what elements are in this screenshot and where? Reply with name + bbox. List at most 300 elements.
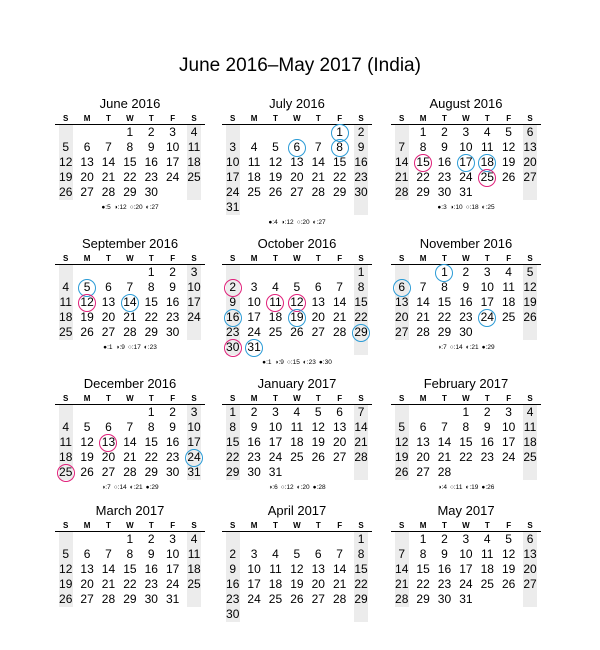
moon-phase-day: :17 [131, 344, 141, 351]
weekday-label: T [442, 521, 447, 530]
day-cell: 4 [62, 280, 70, 294]
day-cell: 1 [419, 125, 427, 139]
day-cell: 10 [187, 280, 201, 294]
day-cell: 25 [290, 450, 304, 464]
day-cell: 13 [311, 562, 325, 576]
day-cell: 24 [226, 185, 240, 199]
last-quarter-icon: ◐ [465, 344, 470, 351]
day-cell: 21 [123, 310, 137, 324]
day-cell: 22 [354, 310, 368, 324]
moon-phases [55, 484, 205, 491]
day-cell: 8 [126, 547, 134, 561]
weekday-label: S [230, 114, 236, 123]
day-cell: 29 [144, 325, 158, 339]
weekday-label: T [442, 114, 447, 123]
blue-circle-marker [478, 309, 496, 327]
day-cell: 15 [416, 562, 430, 576]
day-cell: 1 [126, 532, 134, 546]
day-cell: 25 [268, 592, 283, 606]
day-cell: 10 [459, 547, 473, 561]
day-cell: 26 [290, 592, 304, 606]
day-cell: 15 [123, 562, 137, 576]
day-cell: 31 [165, 592, 180, 606]
day-cell: 22 [144, 310, 158, 324]
day-cell: 2 [483, 405, 491, 419]
moon-phase-day: :18 [469, 204, 479, 211]
blue-circle-marker [224, 309, 242, 327]
day-cell: 23 [226, 325, 240, 339]
day-cell: 11 [269, 562, 282, 576]
moon-phase-item [481, 484, 494, 491]
weekday-label: W [462, 114, 470, 123]
day-cell: 7 [105, 140, 112, 154]
blue-circle-marker [331, 139, 349, 157]
moon-phase-item [297, 219, 310, 226]
first-quarter-icon: ◑ [268, 484, 273, 491]
weekday-label: F [506, 254, 512, 263]
moon-phase-day: :12 [284, 484, 294, 491]
day-cell: 17 [247, 310, 261, 324]
weekday-label: W [126, 114, 134, 123]
day-grid [55, 265, 205, 342]
day-cell: 8 [147, 280, 155, 294]
day-cell: 18 [247, 170, 261, 184]
moon-phases [222, 484, 372, 491]
empty-cell [243, 265, 264, 280]
day-cell: 4 [62, 420, 70, 434]
moon-phase-item [482, 344, 495, 351]
day-cell: 28 [332, 325, 347, 339]
day-cell: 14 [101, 562, 116, 576]
day-cell: 13 [332, 420, 347, 434]
empty-cell [308, 125, 329, 140]
day-cell: 12 [76, 295, 97, 310]
day-cell: 7 [398, 140, 406, 154]
day-cell: 8 [419, 547, 427, 561]
empty-cell [98, 532, 119, 547]
day-cell: 4 [505, 265, 512, 279]
weekday-header [391, 393, 541, 405]
day-cell: 21 [395, 577, 409, 591]
month-block [391, 95, 541, 211]
moon-phase-day: :30 [322, 359, 332, 366]
day-cell: 9 [229, 562, 237, 576]
weekday-label: T [315, 254, 321, 263]
new-moon-icon: ● [481, 484, 486, 491]
empty-cell [329, 265, 350, 280]
last-quarter-icon: ◐ [312, 219, 317, 226]
day-cell: 5 [62, 547, 70, 561]
day-cell: 3 [190, 265, 198, 279]
weekday-header [391, 520, 541, 532]
empty-cell [222, 125, 243, 140]
month-title: August 2016 [429, 96, 503, 111]
day-cell: 3 [229, 140, 237, 154]
day-cell: 14 [416, 295, 430, 309]
day-cell: 5 [314, 405, 322, 419]
empty-cell [76, 532, 97, 547]
day-cell: 15 [123, 155, 137, 169]
weekday-label: T [273, 114, 278, 123]
day-cell: 29 [437, 325, 452, 339]
day-cell: 20 [311, 577, 325, 591]
moon-phase-item [268, 219, 277, 226]
day-cell: 15 [437, 295, 452, 309]
weekday-label: S [358, 114, 364, 123]
day-cell: 7 [336, 280, 343, 294]
day-cell: 11 [481, 140, 494, 154]
day-cell: 21 [123, 450, 137, 464]
weekday-label: T [273, 521, 278, 530]
weekday-label: W [126, 254, 134, 263]
month-title: October 2016 [257, 236, 337, 251]
day-cell: 29 [350, 325, 371, 340]
day-cell: 31 [187, 465, 201, 479]
day-cell: 19 [268, 170, 283, 184]
day-cell: 7 [357, 405, 365, 419]
day-cell: 22 [416, 577, 430, 591]
moon-phase-day: :9 [119, 344, 125, 351]
empty-cell [243, 125, 264, 140]
day-cell: 11 [481, 547, 494, 561]
day-cell: 25 [501, 310, 516, 324]
moon-phase-item [450, 344, 463, 351]
day-cell: 13 [523, 140, 537, 154]
moon-phases [391, 204, 541, 211]
day-cell: 13 [416, 435, 430, 449]
day-cell: 9 [462, 280, 470, 294]
weekday-header [391, 253, 541, 265]
day-cell: 18 [59, 450, 73, 464]
day-cell: 14 [332, 295, 347, 309]
month-title: January 2017 [257, 376, 337, 391]
day-cell: 7 [398, 547, 406, 561]
full-moon-icon: ○ [113, 484, 118, 491]
day-cell: 27 [80, 185, 94, 199]
day-cell: 25 [480, 577, 494, 591]
weekday-header [222, 253, 372, 265]
weekday-label: M [419, 114, 427, 123]
day-cell: 12 [59, 562, 73, 576]
day-cell: 19 [523, 295, 537, 309]
day-cell: 30 [144, 185, 158, 199]
moon-phase-item [262, 359, 271, 366]
day-cell: 30 [437, 592, 452, 606]
day-cell: 27 [523, 170, 537, 184]
empty-cell [308, 265, 329, 280]
day-cell: 12 [501, 140, 516, 154]
day-cell: 5 [293, 280, 301, 294]
day-cell: 5 [398, 420, 406, 434]
empty-cell [76, 405, 97, 420]
day-cell: 28 [395, 592, 409, 606]
weekday-label: W [293, 521, 301, 530]
day-cell: 18 [59, 310, 73, 324]
first-quarter-icon: ◑ [274, 359, 279, 366]
day-cell: 28 [101, 185, 116, 199]
day-cell: 25 [523, 450, 537, 464]
weekday-label: T [148, 521, 154, 530]
day-cell: 7 [126, 420, 134, 434]
day-cell: 5 [83, 420, 91, 434]
moon-phase-item [437, 344, 446, 351]
empty-cell [98, 265, 119, 280]
day-cell: 17 [187, 295, 201, 309]
day-cell: 2 [147, 532, 155, 546]
weekday-label: S [358, 394, 364, 403]
day-cell: 5 [505, 125, 512, 139]
day-cell: 8 [357, 547, 365, 561]
month-block [391, 375, 541, 491]
day-cell: 12 [290, 562, 304, 576]
day-cell: 9 [250, 420, 258, 434]
moon-phase-day: :25 [485, 204, 495, 211]
day-cell: 22 [144, 450, 158, 464]
day-cell: 3 [250, 280, 258, 294]
day-cell: 18 [268, 310, 283, 324]
last-quarter-icon: ◐ [143, 344, 148, 351]
weekday-label: M [83, 521, 91, 530]
day-cell: 19 [59, 170, 73, 184]
day-cell: 10 [226, 155, 240, 169]
day-cell: 24 [459, 577, 473, 591]
empty-cell [391, 265, 412, 280]
month-block [222, 235, 372, 366]
weekday-label: F [337, 114, 343, 123]
day-cell: 20 [395, 310, 409, 324]
day-cell: 26 [523, 310, 537, 324]
weekday-label: W [293, 114, 301, 123]
day-cell: 7 [336, 547, 343, 561]
weekday-header [55, 253, 205, 265]
moon-phase-item [450, 484, 463, 491]
moon-phase-day: :23 [306, 359, 316, 366]
empty-cell [119, 405, 140, 420]
day-cell: 27 [332, 450, 347, 464]
day-cell: 14 [332, 562, 347, 576]
day-cell: 27 [101, 465, 116, 479]
day-cell: 12 [501, 547, 516, 561]
weekday-label: T [106, 521, 111, 530]
moon-phase-day: :5 [105, 204, 111, 211]
day-cell: 15 [459, 435, 473, 449]
day-cell: 21 [311, 170, 325, 184]
day-cell: 13 [395, 295, 409, 309]
moon-phase-day: :29 [149, 484, 159, 491]
weekday-label: S [527, 114, 533, 123]
day-cell: 12 [80, 435, 94, 449]
day-cell: 4 [190, 532, 198, 546]
weekday-label: T [484, 521, 490, 530]
day-cell: 9 [357, 140, 365, 154]
day-cell: 16 [165, 435, 180, 449]
day-cell: 11 [59, 435, 72, 449]
moon-phase-item [313, 219, 326, 226]
empty-cell [329, 532, 350, 547]
day-cell: 4 [272, 280, 279, 294]
day-cell: 1 [357, 265, 365, 279]
day-cell: 27 [311, 325, 325, 339]
day-cell: 3 [190, 405, 198, 419]
day-cell: 25 [187, 577, 201, 591]
moon-phase-item [465, 484, 478, 491]
day-cell: 28 [101, 592, 116, 606]
day-grid [55, 125, 205, 202]
month-title: June 2016 [99, 96, 161, 111]
month-block [55, 502, 205, 609]
month-block [55, 375, 205, 491]
empty-cell [286, 125, 307, 140]
day-cell: 5 [293, 547, 301, 561]
day-cell: 10 [247, 295, 261, 309]
weekday-label: S [230, 521, 236, 530]
weekday-label: W [462, 394, 470, 403]
day-cell: 21 [101, 577, 116, 591]
day-cell: 23 [165, 310, 180, 324]
weekday-label: M [83, 114, 91, 123]
day-cell: 21 [101, 170, 116, 184]
day-cell: 17 [247, 577, 261, 591]
moon-phases [391, 344, 541, 351]
moon-phase-day: :9 [278, 359, 284, 366]
day-cell: 15 [332, 155, 347, 169]
day-grid [391, 125, 541, 202]
weekday-label: S [399, 114, 405, 123]
new-moon-icon: ● [268, 219, 273, 226]
empty-cell [265, 125, 286, 140]
empty-cell [412, 265, 433, 280]
last-quarter-icon: ◐ [129, 484, 134, 491]
weekday-label: T [315, 394, 321, 403]
day-cell: 10 [480, 280, 494, 294]
moon-phase-item [101, 204, 110, 211]
day-cell: 12 [395, 435, 409, 449]
day-cell: 29 [123, 592, 137, 606]
day-cell: 18 [268, 577, 283, 591]
day-cell: 22 [123, 577, 137, 591]
day-cell: 3 [505, 405, 512, 419]
day-cell: 19 [286, 310, 307, 325]
day-cell: 30 [247, 465, 261, 479]
day-cell: 7 [105, 547, 112, 561]
month-title: April 2017 [267, 503, 327, 518]
day-cell: 16 [165, 295, 180, 309]
last-quarter-icon: ◐ [481, 204, 486, 211]
day-cell: 7 [126, 280, 134, 294]
full-moon-icon: ○ [465, 204, 470, 211]
day-cell: 2 [169, 265, 176, 279]
day-cell: 8 [419, 140, 427, 154]
new-moon-icon: ● [262, 359, 267, 366]
moon-phases [222, 219, 372, 226]
day-cell: 28 [395, 185, 409, 199]
day-cell: 13 [290, 155, 304, 169]
moon-phase-day: :12 [117, 204, 127, 211]
day-cell: 4 [293, 405, 301, 419]
day-cell: 21 [395, 170, 409, 184]
day-cell: 6 [83, 547, 91, 561]
day-cell: 8 [329, 140, 350, 155]
day-cell: 26 [268, 185, 283, 199]
day-cell: 4 [272, 547, 279, 561]
day-cell: 9 [169, 420, 176, 434]
first-quarter-icon: ◑ [449, 204, 454, 211]
empty-cell [308, 532, 329, 547]
day-cell: 11 [502, 280, 515, 294]
weekday-label: T [106, 254, 111, 263]
moon-phase-day: :14 [453, 344, 463, 351]
day-cell: 16 [480, 435, 494, 449]
day-cell: 16 [226, 577, 240, 591]
day-cell: 11 [59, 295, 72, 309]
day-cell: 18 [523, 435, 537, 449]
weekday-label: F [170, 254, 176, 263]
moon-phase-day: :19 [469, 484, 479, 491]
month-block [55, 95, 205, 211]
moon-phase-item [146, 484, 159, 491]
day-cell: 23 [144, 577, 158, 591]
moon-phase-item [128, 344, 141, 351]
weekday-header [222, 393, 372, 405]
moon-phase-day: :27 [316, 219, 326, 226]
weekday-label: F [170, 114, 176, 123]
month-title: July 2016 [269, 96, 325, 111]
day-cell: 13 [80, 155, 94, 169]
day-cell: 24 [501, 450, 516, 464]
day-cell: 14 [395, 562, 409, 576]
moon-phase-item [313, 484, 326, 491]
weekday-label: M [250, 254, 258, 263]
empty-cell [119, 265, 140, 280]
day-cell: 6 [314, 280, 322, 294]
day-cell: 3 [462, 125, 470, 139]
day-cell: 17 [459, 562, 473, 576]
day-grid [222, 532, 372, 624]
day-cell: 24 [187, 310, 201, 324]
day-cell: 12 [59, 155, 73, 169]
new-moon-icon: ● [318, 359, 323, 366]
day-cell: 1 [419, 532, 427, 546]
moon-phase-item [303, 359, 316, 366]
day-cell: 30 [165, 325, 180, 339]
day-cell: 25 [247, 185, 261, 199]
first-quarter-icon: ◑ [280, 219, 285, 226]
day-cell: 22 [332, 170, 347, 184]
weekday-label: F [170, 521, 176, 530]
day-cell: 21 [437, 450, 452, 464]
day-cell: 19 [501, 155, 516, 169]
day-cell: 26 [395, 465, 409, 479]
moon-phase-item [281, 219, 294, 226]
day-grid [55, 405, 205, 482]
empty-cell [265, 532, 286, 547]
day-cell: 13 [98, 435, 119, 450]
moon-phase-day: :12 [284, 219, 294, 226]
day-cell: 8 [229, 420, 237, 434]
day-cell: 20 [332, 435, 347, 449]
weekday-label: W [126, 394, 134, 403]
weekday-label: F [337, 521, 343, 530]
empty-cell [76, 125, 97, 140]
day-cell: 1 [147, 405, 155, 419]
moon-phase-day: :27 [149, 204, 159, 211]
weekday-label: T [442, 254, 447, 263]
day-cell: 11 [523, 420, 537, 434]
day-cell: 24 [268, 450, 283, 464]
day-cell: 24 [459, 170, 473, 184]
day-cell: 7 [419, 280, 427, 294]
day-cell: 2 [250, 405, 258, 419]
